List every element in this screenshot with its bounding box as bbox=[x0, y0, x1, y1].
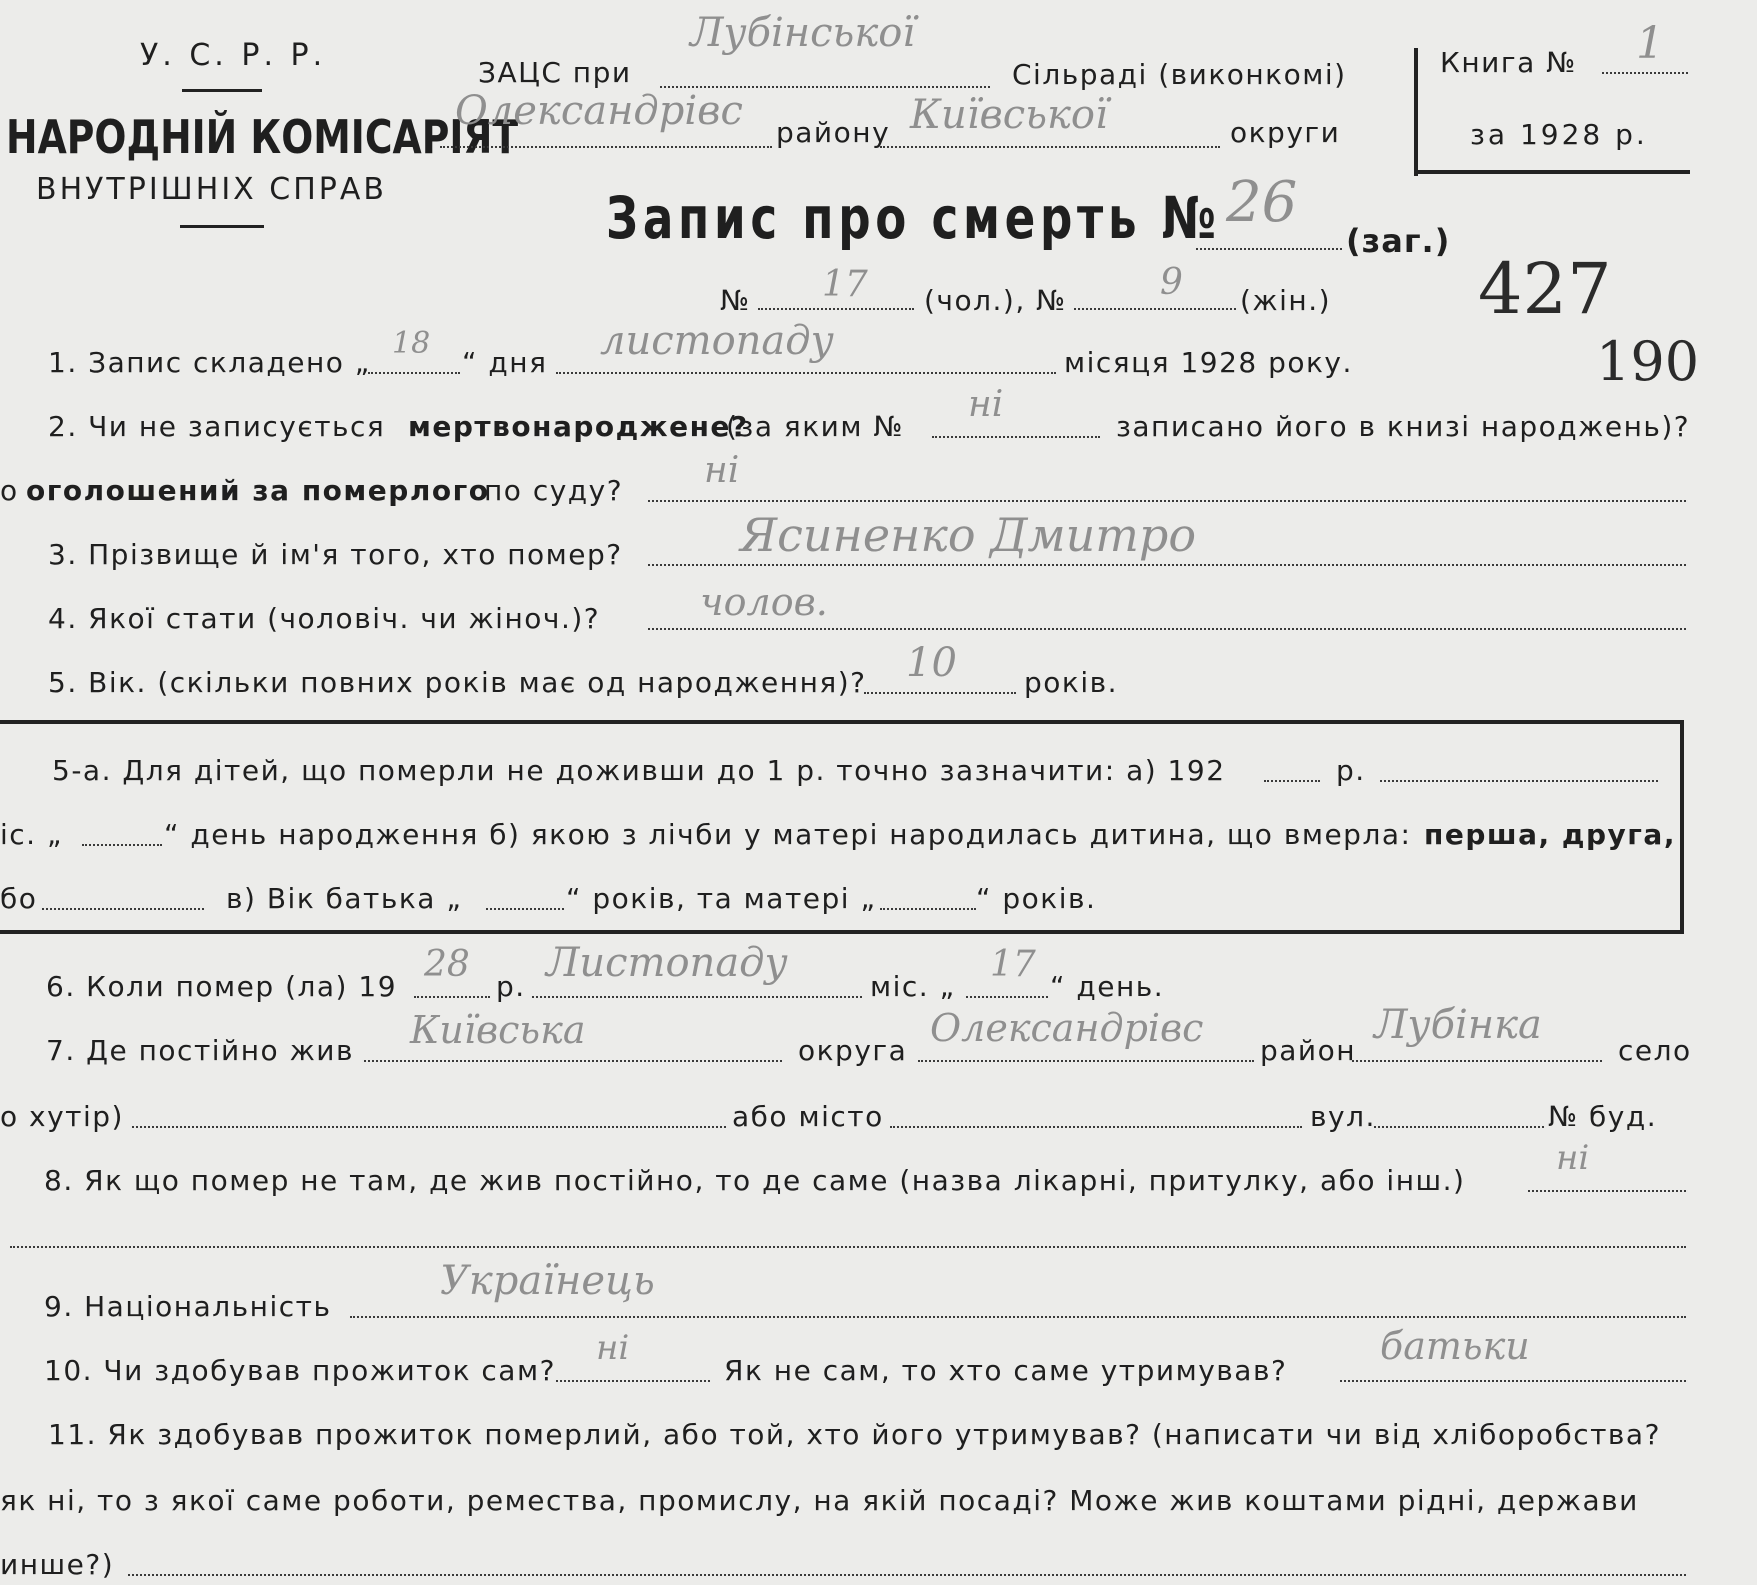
rada-label: Сільраді (виконкомі) bbox=[1012, 58, 1347, 91]
district-value: Олександрівс bbox=[455, 88, 743, 134]
book-box-border bbox=[1414, 48, 1418, 176]
item5a-line3-prefix: бо bbox=[0, 882, 38, 915]
no-label: № bbox=[720, 284, 751, 317]
item5a-line3-mid: в) Вік батька „ bbox=[226, 882, 463, 915]
item3-line bbox=[648, 564, 1686, 566]
item7-raion-line bbox=[918, 1060, 1254, 1062]
item4-line bbox=[648, 628, 1686, 630]
item7b-bud: № буд. bbox=[1548, 1100, 1658, 1133]
item2b-suffix: по суду? bbox=[484, 474, 624, 507]
no-label-2: № bbox=[1036, 284, 1067, 317]
item5-line bbox=[864, 692, 1016, 694]
item5a-year-line bbox=[1264, 780, 1320, 782]
item4-value: чолов. bbox=[700, 580, 828, 624]
item5a-father-age-line bbox=[486, 908, 564, 910]
item4-label: 4. Якої стати (чоловіч. чи жіноч.)? bbox=[48, 602, 601, 635]
country-label: У. С. Р. Р. bbox=[140, 38, 327, 73]
item7-selo-value: Лубінка bbox=[1374, 1002, 1542, 1048]
item8-line-2 bbox=[10, 1246, 1686, 1248]
zags-value: Лубінської bbox=[690, 10, 916, 56]
item5a-r: р. bbox=[1336, 754, 1366, 787]
item2b-bold: оголошений за померлого bbox=[26, 474, 490, 507]
item9-value: Українець bbox=[440, 1258, 655, 1304]
item5-label: 5. Вік. (скільки повних років має од народження)? bbox=[48, 666, 867, 699]
commissariat-subtitle: ВНУТРІШНІХ СПРАВ bbox=[36, 172, 387, 207]
item5a-mother-age-line bbox=[880, 908, 976, 910]
item5-suffix: років. bbox=[1024, 666, 1118, 699]
item11-line bbox=[128, 1574, 1686, 1576]
male-no-value: 17 bbox=[822, 264, 868, 305]
item1-day-line bbox=[368, 372, 460, 374]
item2-suffix: записано його в книзі народжень)? bbox=[1116, 410, 1691, 443]
female-no-value: 9 bbox=[1160, 262, 1183, 303]
item6-year: 28 bbox=[424, 944, 470, 985]
item7b-khutir-line bbox=[132, 1126, 726, 1128]
item3-value: Ясиненко Дмитро bbox=[740, 508, 1197, 562]
item5a-day-line bbox=[82, 844, 162, 846]
item6-mis: міс. „ bbox=[870, 970, 956, 1003]
item5a-line3-mid2: “ років, та матері „ bbox=[566, 882, 877, 915]
item7b-vul: вул. bbox=[1310, 1100, 1376, 1133]
item1-suffix: місяця 1928 року. bbox=[1064, 346, 1353, 379]
archive-number-2: 190 bbox=[1596, 330, 1700, 393]
item7-okruha: округа bbox=[798, 1034, 908, 1067]
item1-mid: “ дня bbox=[462, 346, 548, 379]
item7-okruha-line bbox=[364, 1060, 782, 1062]
item2-prefix: 2. Чи не записується bbox=[48, 410, 386, 443]
item10-prefix: 10. Чи здобував прожиток сам? bbox=[44, 1354, 556, 1387]
item5a-order-line bbox=[42, 908, 204, 910]
divider bbox=[180, 225, 264, 228]
item7b-misto: або місто bbox=[732, 1100, 884, 1133]
book-field-line bbox=[1602, 72, 1688, 74]
item11-line2: як ні, то з якої саме роботи, ремества, промислу, на якій посаді? Може жив коштами рідні, держави bbox=[0, 1484, 1639, 1517]
item1-prefix: 1. Запис складено „ bbox=[48, 346, 371, 379]
okruha-value: Київської bbox=[910, 92, 1108, 138]
item2-bold: мертвонароджене? bbox=[408, 410, 749, 443]
item6-year-line bbox=[414, 996, 490, 998]
item5a-month-line bbox=[1380, 780, 1658, 782]
book-box-border bbox=[1414, 170, 1690, 174]
item7-prefix: 7. Де постійно жив bbox=[46, 1034, 354, 1067]
item1-day: 18 bbox=[392, 326, 431, 361]
item7-selo-line bbox=[1352, 1060, 1602, 1062]
item10-line-2 bbox=[1340, 1380, 1686, 1382]
okruha-label: округи bbox=[1230, 116, 1341, 149]
item5a-line2-bold: перша, друга, bbox=[1424, 818, 1676, 851]
item5a-line2-prefix: іс. „ bbox=[0, 818, 63, 851]
item2-mid: (за яким № bbox=[726, 410, 904, 443]
item7-selo: село bbox=[1618, 1034, 1692, 1067]
item6-day: 17 bbox=[990, 944, 1036, 985]
record-title: Запис про смерть № bbox=[606, 184, 1221, 252]
district-label: району bbox=[776, 116, 891, 149]
item7-raion: район bbox=[1260, 1034, 1357, 1067]
item6-suffix: “ день. bbox=[1050, 970, 1165, 1003]
item5-value: 10 bbox=[906, 640, 957, 686]
item10-line bbox=[556, 1380, 710, 1382]
book-number: 1 bbox=[1636, 18, 1664, 69]
female-label: (жін.) bbox=[1240, 284, 1332, 317]
zags-label: ЗАЦС при bbox=[478, 56, 632, 89]
book-year: за 1928 р. bbox=[1470, 118, 1648, 151]
item7-okruha-value: Київська bbox=[410, 1008, 586, 1052]
item6-prefix: 6. Коли помер (ла) 19 bbox=[46, 970, 398, 1003]
item8-label: 8. Як що помер не там, де жив постійно, то де саме (назва лікарні, притулку, або інш.) bbox=[44, 1164, 1466, 1197]
female-no-line bbox=[1074, 308, 1236, 310]
item11-line3: инше?) bbox=[0, 1548, 115, 1581]
item7b-misto-line bbox=[890, 1126, 1302, 1128]
okruha-field-line bbox=[880, 146, 1220, 148]
male-no-line bbox=[758, 308, 914, 310]
item5a-line1: 5-а. Для дітей, що померли не доживши до 1 р. точно зазначити: а) 192 bbox=[52, 754, 1226, 787]
item3-label: 3. Прізвище й ім'я того, хто помер? bbox=[48, 538, 623, 571]
item1-month-line bbox=[556, 372, 1056, 374]
total-label: (заг.) bbox=[1346, 222, 1451, 260]
archive-number: 427 bbox=[1478, 248, 1612, 330]
item8-line bbox=[1528, 1190, 1686, 1192]
commissariat-title: НАРОДНІЙ КОМІСАРІЯТ bbox=[6, 110, 519, 164]
item9-line bbox=[350, 1316, 1686, 1318]
item6-month-line bbox=[532, 996, 862, 998]
item7b-prefix: о хутір) bbox=[0, 1100, 124, 1133]
item2-line bbox=[932, 436, 1100, 438]
item10-mid: Як не сам, то хто саме утримував? bbox=[724, 1354, 1288, 1387]
record-number: 26 bbox=[1226, 170, 1298, 235]
book-label: Книга № bbox=[1440, 46, 1577, 79]
male-label: (чол.), bbox=[924, 284, 1026, 317]
item10-value: ні bbox=[596, 1328, 630, 1368]
item6-r: р. bbox=[496, 970, 526, 1003]
divider bbox=[182, 89, 262, 92]
record-number-line bbox=[1196, 248, 1342, 250]
item5a-line2-mid: “ день народження б) якою з лічби у матері народилась дитина, що вмерла: bbox=[164, 818, 1412, 851]
item7-raion-value: Олександрівс bbox=[930, 1006, 1204, 1050]
item8-value: ні bbox=[1556, 1138, 1590, 1178]
item7b-vul-line bbox=[1374, 1126, 1544, 1128]
item2b-value: ні bbox=[704, 450, 740, 491]
item2b-line bbox=[648, 500, 1686, 502]
item9-label: 9. Національність bbox=[44, 1290, 332, 1323]
item10-value2: батьки bbox=[1380, 1324, 1530, 1368]
item6-month: Листопаду bbox=[546, 940, 788, 986]
district-field-line bbox=[440, 146, 772, 148]
item2-value: ні bbox=[968, 384, 1004, 425]
item1-month: листопаду bbox=[600, 318, 834, 364]
item2b-prefix: о bbox=[0, 474, 19, 507]
item5a-line3-suffix: “ років. bbox=[976, 882, 1097, 915]
item11-line1: 11. Як здобував прожиток померлий, або той, хто його утримував? (написати чи від хліборобства? bbox=[48, 1418, 1661, 1451]
item6-day-line bbox=[966, 996, 1048, 998]
